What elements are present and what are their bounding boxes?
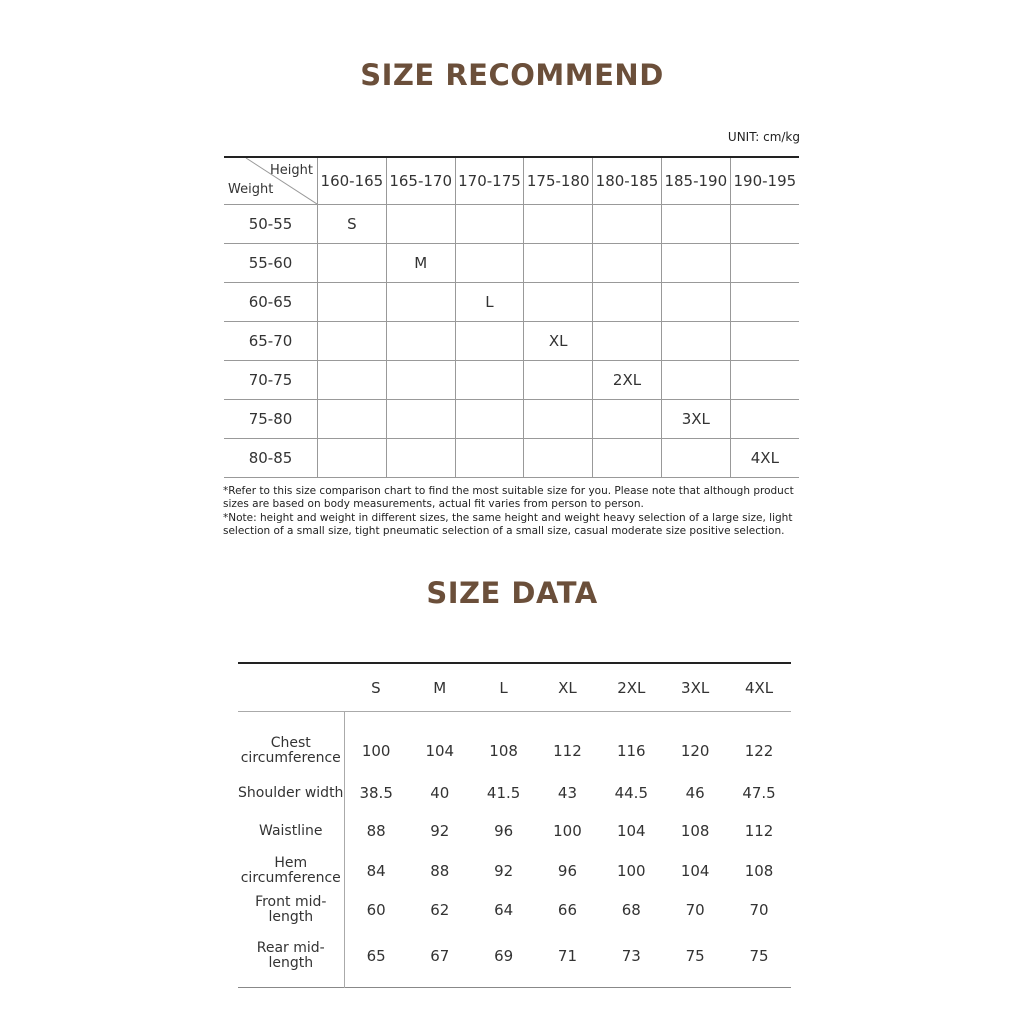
table-row <box>238 933 791 988</box>
empty-cell <box>730 283 799 322</box>
corner-height-label: Height <box>270 163 313 178</box>
size-recommend-table <box>224 156 799 478</box>
empty-cell <box>524 283 593 322</box>
value-cell: 122 <box>744 741 774 760</box>
value-cell: 67 <box>430 947 450 965</box>
size-header: L <box>472 663 536 712</box>
size-header: XL <box>536 663 600 712</box>
weight-label: 70-75 <box>224 361 318 400</box>
value-cell: 69 <box>494 947 514 965</box>
empty-cell <box>730 205 799 244</box>
weight-label: 55-60 <box>224 244 318 283</box>
empty-cell <box>455 361 524 400</box>
value-cell: 96 <box>557 862 577 880</box>
empty-cell <box>455 400 524 439</box>
row-label: Rear mid-length <box>238 933 344 988</box>
empty-cell <box>455 205 524 244</box>
empty-cell <box>661 361 730 400</box>
table-row <box>238 887 791 933</box>
weight-label: 50-55 <box>224 205 318 244</box>
empty-cell <box>524 439 593 478</box>
size-header: M <box>408 663 472 712</box>
size-header: 3XL <box>663 663 727 712</box>
empty-cell <box>386 400 455 439</box>
size-data-table <box>238 662 791 988</box>
row-label: Front mid-length <box>238 887 344 933</box>
size-data-title: SIZE DATA <box>426 576 598 610</box>
value-cell: 47.5 <box>742 784 776 802</box>
table-row <box>224 205 799 244</box>
height-header: 170-175 <box>455 157 524 205</box>
size-header: 4XL <box>727 663 791 712</box>
corner-weight-label: Weight <box>228 182 274 197</box>
weight-label: 60-65 <box>224 283 318 322</box>
height-header: 175-180 <box>524 157 593 205</box>
empty-cell <box>730 361 799 400</box>
value-cell: 73 <box>621 947 641 965</box>
table-row <box>224 322 799 361</box>
size-cell: L <box>455 283 524 322</box>
size-cell: 2XL <box>593 361 662 400</box>
height-header: 185-190 <box>661 157 730 205</box>
empty-cell <box>593 400 662 439</box>
weight-label: 65-70 <box>224 322 318 361</box>
value-cell: 104 <box>616 822 646 840</box>
empty-cell <box>386 283 455 322</box>
table-row <box>224 361 799 400</box>
height-header: 190-195 <box>730 157 799 205</box>
height-header: 180-185 <box>593 157 662 205</box>
value-cell: 75 <box>749 947 769 965</box>
table-row <box>224 283 799 322</box>
height-header: 160-165 <box>318 157 387 205</box>
empty-cell <box>661 283 730 322</box>
empty-cell <box>318 283 387 322</box>
corner-cell <box>224 157 318 205</box>
size-cell: XL <box>524 322 593 361</box>
empty-cell <box>318 244 387 283</box>
value-cell: 68 <box>621 901 641 919</box>
empty-cell <box>386 361 455 400</box>
empty-cell <box>593 283 662 322</box>
empty-cell <box>318 439 387 478</box>
empty-cell <box>593 439 662 478</box>
empty-cell <box>730 244 799 283</box>
empty-cell <box>730 322 799 361</box>
value-cell: 100 <box>616 862 646 880</box>
table-row <box>238 855 791 887</box>
value-cell: 60 <box>366 901 386 919</box>
value-cell: 43 <box>557 784 577 802</box>
size-header: 2XL <box>599 663 663 712</box>
note-fit: *Refer to this size comparison chart to find the most suitable size for you. Please note that although product sizes are based on body measurements, actual fit varies from person to person. <box>223 485 794 510</box>
size-cell: 3XL <box>661 400 730 439</box>
empty-cell <box>524 205 593 244</box>
size-cell: 4XL <box>730 439 799 478</box>
row-label: Shoulder width <box>238 779 344 807</box>
row-label: Chest circumference <box>238 712 344 780</box>
value-cell: 64 <box>494 901 514 919</box>
value-cell: 41.5 <box>486 784 521 802</box>
empty-header <box>238 663 344 712</box>
empty-cell <box>318 361 387 400</box>
value-cell: 70 <box>749 901 769 919</box>
empty-cell <box>661 205 730 244</box>
value-cell: 120 <box>680 741 710 760</box>
empty-cell <box>593 322 662 361</box>
height-header: 165-170 <box>386 157 455 205</box>
size-cell: M <box>386 244 455 283</box>
value-cell: 92 <box>430 822 450 840</box>
empty-cell <box>318 322 387 361</box>
row-label: Waistline <box>238 807 344 855</box>
empty-cell <box>318 400 387 439</box>
empty-cell <box>524 361 593 400</box>
value-cell: 92 <box>494 862 514 880</box>
value-cell: 100 <box>361 741 391 760</box>
empty-cell <box>455 439 524 478</box>
value-cell: 44.5 <box>614 784 648 802</box>
value-cell: 38.5 <box>359 784 393 802</box>
row-label: Hem circumference <box>238 855 344 887</box>
value-cell: 46 <box>685 784 705 802</box>
empty-cell <box>661 244 730 283</box>
notes <box>223 485 803 539</box>
size-cell: S <box>318 205 387 244</box>
value-cell: 112 <box>744 822 774 840</box>
value-cell: 100 <box>553 822 582 840</box>
value-cell: 40 <box>430 784 450 802</box>
value-cell: 112 <box>553 741 582 760</box>
value-cell: 70 <box>685 901 705 919</box>
value-cell: 104 <box>425 741 455 760</box>
empty-cell <box>455 244 524 283</box>
empty-cell <box>593 244 662 283</box>
empty-cell <box>661 322 730 361</box>
value-cell: 108 <box>744 862 774 880</box>
value-cell: 108 <box>489 741 518 760</box>
value-cell: 65 <box>366 947 386 965</box>
unit-label: UNIT: cm/kg <box>727 130 800 144</box>
empty-cell <box>730 400 799 439</box>
value-cell: 88 <box>366 822 386 840</box>
table-row <box>238 807 791 855</box>
table-row <box>238 712 791 780</box>
note-selection: *Note: height and weight in different sizes, the same height and weight heavy selection of a large size, light selection of a small size, tight pneumatic selection of a small size, casual moderate size positive selection. <box>223 512 793 537</box>
value-cell: 75 <box>685 947 705 965</box>
table-row <box>224 400 799 439</box>
empty-cell <box>524 400 593 439</box>
empty-cell <box>661 439 730 478</box>
empty-cell <box>386 322 455 361</box>
height-header-row <box>224 157 799 205</box>
weight-label: 80-85 <box>224 439 318 478</box>
empty-cell <box>593 205 662 244</box>
table-row <box>224 244 799 283</box>
empty-cell <box>386 439 455 478</box>
empty-cell <box>455 322 524 361</box>
size-recommend-title: SIZE RECOMMEND <box>360 58 664 92</box>
value-cell: 71 <box>557 947 577 965</box>
empty-cell <box>386 205 455 244</box>
size-header-row <box>238 663 791 712</box>
value-cell: 116 <box>616 741 646 760</box>
value-cell: 108 <box>680 822 710 840</box>
value-cell: 88 <box>430 862 450 880</box>
value-cell: 96 <box>494 822 514 840</box>
value-cell: 84 <box>366 862 386 880</box>
empty-cell <box>524 244 593 283</box>
size-header: S <box>344 663 408 712</box>
table-row <box>224 439 799 478</box>
value-cell: 104 <box>680 862 710 880</box>
table-row <box>238 779 791 807</box>
weight-label: 75-80 <box>224 400 318 439</box>
value-cell: 66 <box>557 901 577 919</box>
value-cell: 62 <box>430 901 450 919</box>
